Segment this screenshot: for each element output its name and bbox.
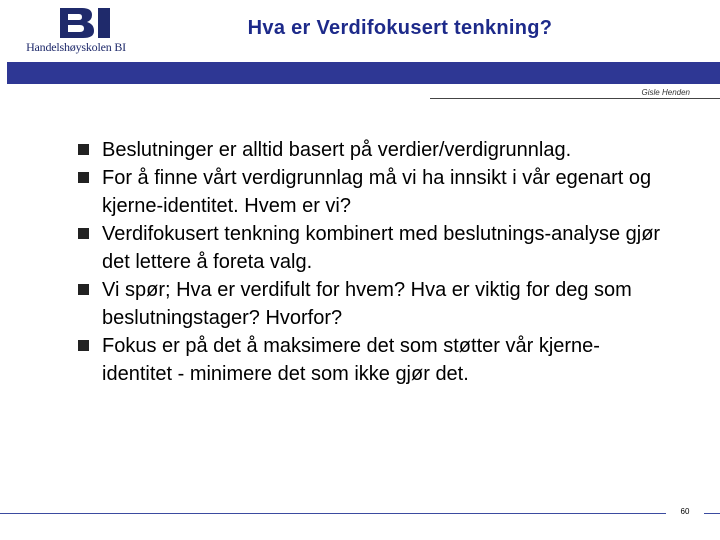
square-bullet-icon: [78, 340, 89, 351]
square-bullet-icon: [78, 172, 89, 183]
bullet-text: Verdifokusert tenkning kombinert med beslutnings-analyse gjør det lettere å foreta valg.: [102, 223, 661, 273]
bullet-list: [76, 136, 666, 388]
header-band: [0, 62, 720, 84]
list-item: [76, 220, 666, 276]
bullet-text: For å finne vårt verdigrunnlag må vi ha innsikt i vår egenart og kjerne-identitet. Hvem er vi?: [102, 167, 652, 217]
header-band-notch: [0, 62, 7, 84]
square-bullet-icon: [78, 284, 89, 295]
square-bullet-icon: [78, 144, 89, 155]
list-item: [76, 136, 666, 164]
footer-divider: [0, 513, 720, 514]
bullet-text: Fokus er på det å maksimere det som støtter vår kjerne-identitet - minimere det som ikke gjør det.: [102, 335, 600, 385]
logo-wordmark: Handelshøyskolen BI: [26, 40, 126, 54]
list-item: [76, 164, 666, 220]
bullet-text: Vi spør; Hva er verdifult for hvem? Hva er viktig for deg som beslutningstager? Hvorfor?: [102, 279, 632, 329]
list-item: [76, 332, 666, 388]
author-divider: [430, 98, 720, 99]
author-name: Gisle Henden: [641, 88, 690, 97]
page-number: 60: [680, 507, 690, 516]
bullet-text: Beslutninger er alltid basert på verdier/verdigrunnlag.: [102, 139, 572, 161]
bi-logo-mark-icon: [54, 6, 118, 40]
list-item: [76, 276, 666, 332]
bi-logo: [14, 6, 138, 56]
square-bullet-icon: [78, 228, 89, 239]
slide-title: Hva er Verdifokusert tenkning?: [247, 17, 553, 39]
